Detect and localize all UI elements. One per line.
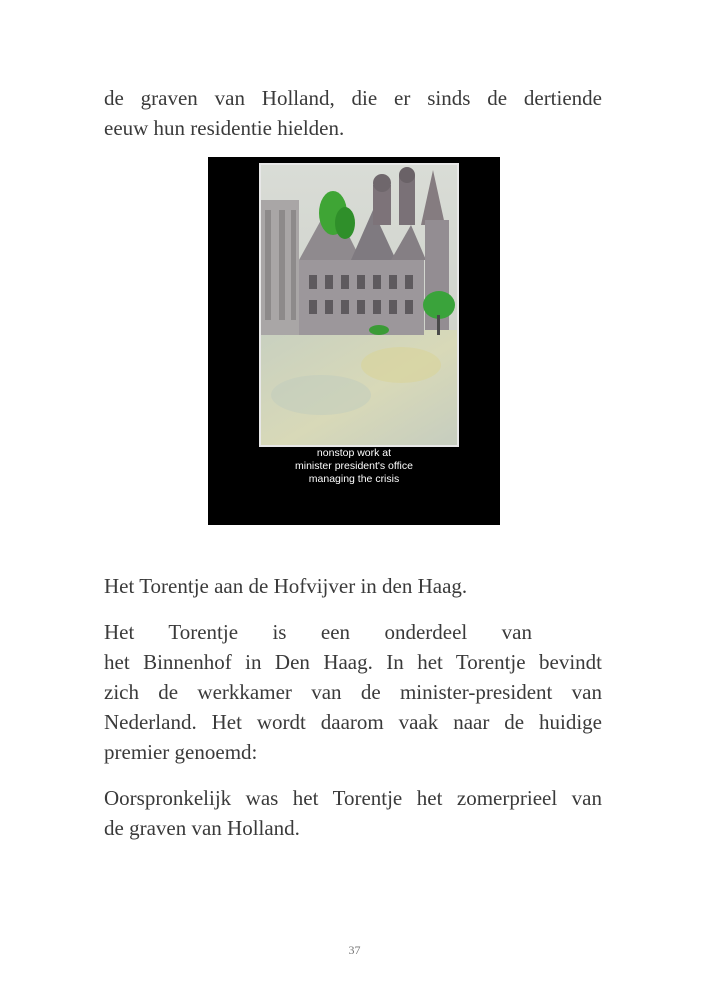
caption-line-2: minister president's office (295, 460, 413, 472)
torentje-watercolor-painting (259, 163, 459, 447)
figure-caption (208, 447, 500, 486)
intro-line-1: de graven van Holland, die er sinds de dertiende (104, 86, 602, 110)
intro-line-2: eeuw hun residentie hielden. (104, 116, 345, 140)
para1-line-3: zich de werkkamer van de minister-president van (104, 680, 602, 704)
caption-line-3: managing the crisis (308, 473, 400, 485)
para1-line-1: Het Torentje is een onderdeel van (104, 620, 532, 644)
para1-line-4: Nederland. Het wordt daarom vaak naar de huidige (104, 710, 602, 734)
page-number: 37 (348, 943, 361, 957)
para2-line-1: Oorspronkelijk was het Torentje het zomerprieel van (104, 786, 602, 810)
painting-figure (208, 157, 500, 525)
section-heading: Het Torentje aan de Hofvijver in den Haag. (104, 574, 468, 598)
para2-line-2: de graven van Holland. (104, 816, 300, 840)
body-paragraph-2 (104, 783, 602, 843)
painting-illustration (261, 165, 457, 445)
intro-paragraph (104, 83, 602, 143)
body-paragraph-1 (104, 617, 602, 767)
para1-line-5: premier genoemd: (104, 740, 258, 764)
caption-line-1: nonstop work at (316, 447, 392, 459)
para1-line-2: het Binnenhof in Den Haag. In het Torentje bevindt (104, 650, 602, 674)
